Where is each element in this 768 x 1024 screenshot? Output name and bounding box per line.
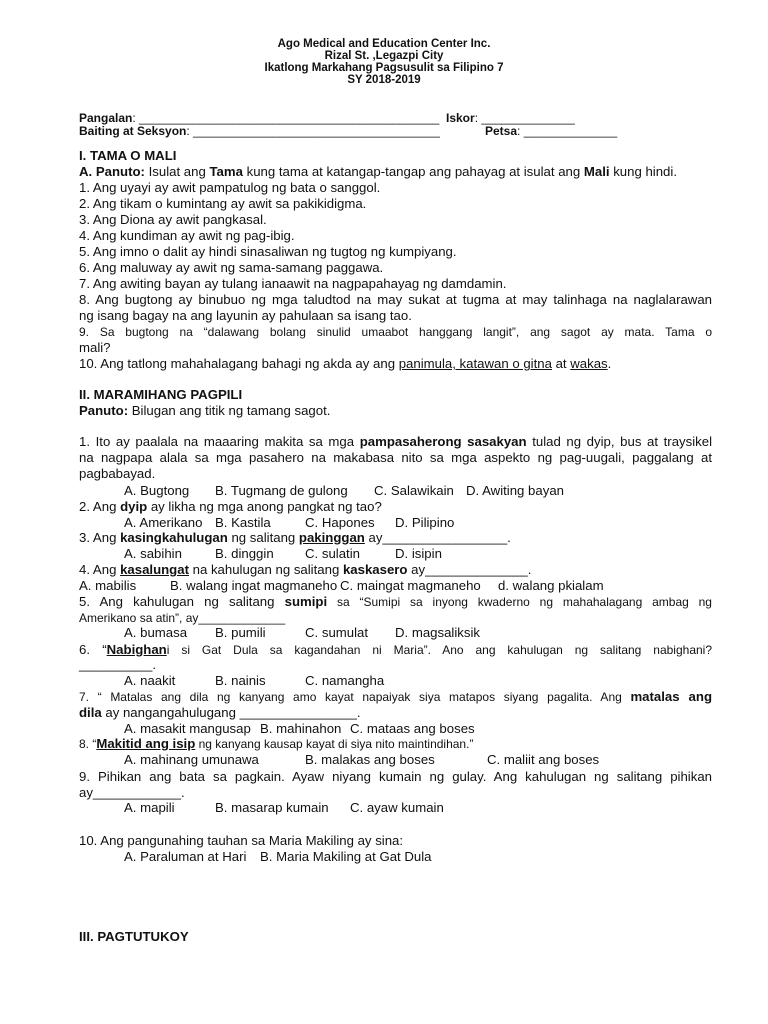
mc-q9-option-a[interactable]: A. mapili [124,800,175,815]
iskor-label: Iskor [446,111,475,125]
directions-text: Bilugan ang titik ng tamang sagot. [128,403,331,418]
baitang-label: Baiting at Seksyon [79,124,187,138]
mc-q5-keyword: sumipi [284,594,328,609]
mc-q2-option-c[interactable]: C. Hapones [305,515,375,530]
mc-q6-line-2: __________. [79,657,157,672]
mc-q2-option-b[interactable]: B. Kastila [215,515,271,530]
mc-q4-text: na kahulugan ng salitang [188,562,343,577]
mc-q8-text: ng kanyang kausap kayat di siya nito maintindihan.” [195,737,474,751]
petsa-row [485,123,617,139]
baitang-row [79,123,440,139]
section-1-title: I. TAMA O MALI [79,148,177,163]
mc-q7-text: ay nangangahulugang ________________. [101,705,361,720]
tf-item-8-line-1: 8. Ang bugtong ay binubuo ng mga taludtod na may sukat at tugma at may talinhaga na naglalarawan [79,292,712,307]
mc-q1-option-c[interactable]: C. Salawikain [374,483,454,498]
tf-item-10-underlined: panimula, katawan o gitna [398,356,552,371]
tf-item-4: 4. Ang kundiman ay awit ng pag-ibig. [79,228,295,243]
mc-q2-option-a[interactable]: A. Amerikano [124,515,203,530]
mc-q4-option-c[interactable]: C. maingat magmaneho [340,578,481,593]
directions-label: Panuto: [79,403,129,418]
mc-q8-option-b[interactable]: B. malakas ang boses [305,752,435,767]
mc-q5-option-b[interactable]: B. pumili [215,625,266,640]
tf-item-10-text: . [607,356,612,371]
mc-q1-option-b[interactable]: B. Tugmang de gulong [215,483,348,498]
mc-q7-text: 7. “ Matalas ang dila ng kanyang amo kayat napaiyak siya matapos siyang pagalita. Ang [79,690,631,704]
mc-q3-text: 3. Ang [79,530,121,545]
tf-item-3: 3. Ang Diona ay awit pangkasal. [79,212,267,227]
mc-q6-line-1 [79,642,712,658]
baitang-blank[interactable]: : _____________________________________ [186,124,440,138]
mc-q4-option-b[interactable]: B. walang ingat magmaneho [170,578,338,593]
mc-q8-option-a[interactable]: A. mahinang umunawa [124,752,259,767]
mc-q6-keyword-underlined: Nabighan [106,642,167,657]
mc-q2-text: 2. Ang [79,499,121,514]
mc-q1-line-2: na nagpapa alala sa mga pasahero na makabasa nito sa mga aspekto ng pag-uugali, paggalang at [79,450,712,465]
mc-q6-text: 6. “ [79,642,107,657]
tf-item-2: 2. Ang tikam o kumintang ay awit sa pakikidigma. [79,196,367,211]
directions-tama: Tama [209,164,243,179]
mc-q2-text: ay likha ng mga anong pangkat ng tao? [147,499,382,514]
tf-item-10-text: at [551,356,571,371]
mc-q7-option-c[interactable]: C. mataas ang boses [350,721,475,736]
petsa-blank[interactable]: : ______________ [517,124,618,138]
mc-q6-option-c[interactable]: C. namangha [305,673,385,688]
mc-q6-text: i si Gat Dula sa kagandahan ni Maria”. Ano ang kahulugan ng salitang nabighani? [166,643,713,657]
tf-item-1: 1. Ang uyayi ay awit pampatulog ng bata o sanggol. [79,180,381,195]
mc-q3 [79,530,511,546]
directions-mali: Mali [583,164,610,179]
mc-q5-text: 5. Ang kahulugan ng salitang [79,594,285,609]
mc-q3-keyword-underlined: pakinggan [298,530,365,545]
tf-item-5: 5. Ang imno o dalit ay hindi sinasaliwan ng tugtog ng kumpiyang. [79,244,457,259]
pangalan-blank[interactable]: : _____________________________________________ [132,111,440,125]
mc-q8-keyword-underlined: Makitid ang isip [96,736,196,751]
mc-q6-option-b[interactable]: B. nainis [215,673,266,688]
mc-q4-option-d[interactable]: d. walang pkialam [498,578,604,593]
mc-q4-text: 4. Ang [79,562,121,577]
mc-q8-text: 8. “ [79,737,97,751]
directions-text: Isulat ang [144,164,210,179]
tf-item-7: 7. Ang awiting bayan ay tulang ianaawit na nagpapahayag ng damdamin. [79,276,507,291]
mc-q4-keyword-underlined: kasalungat [120,562,189,577]
mc-q2-option-d[interactable]: D. Pilipino [395,515,455,530]
mc-q4-text: ay______________. [407,562,532,577]
section-1-directions [79,164,677,180]
mc-q1-text: 1. Ito ay paalala na maaaring makita sa mga [79,434,360,449]
mc-q5-line-2: Amerikano sa atin”, ay_____________ [79,611,286,625]
mc-q8-option-c[interactable]: C. maliit ang boses [487,752,600,767]
mc-q9-option-b[interactable]: B. masarap kumain [215,800,329,815]
mc-q4-option-a[interactable]: A. mabilis [79,578,137,593]
tf-item-6: 6. Ang maluway ay awit ng sama-samang paggawa. [79,260,384,275]
section-3-title: III. PAGTUTUKOY [79,929,189,944]
section-2-directions [79,403,330,419]
tf-item-8-line-2: ng isang bagay na ang layunin ay pahulaan sa isang tao. [79,308,412,323]
mc-q3-option-c[interactable]: C. sulatin [305,546,360,561]
mc-q8 [79,736,473,752]
iskor-blank[interactable]: : ______________ [474,111,575,125]
mc-q9-option-c[interactable]: C. ayaw kumain [350,800,444,815]
mc-q5-option-a[interactable]: A. bumasa [124,625,188,640]
directions-text: kung hindi. [609,164,677,179]
mc-q1-text: tulad ng dyip, bus at traysikel [526,434,712,449]
tf-item-9-line-1: 9. Sa bugtong na “dalawang bolang sinulid umaabot hanggang langit”, ang sagot ay mata. Tama o [79,325,712,339]
mc-q2-keyword: dyip [120,499,148,514]
mc-q4-keyword: kaskasero [342,562,408,577]
mc-q10: 10. Ang pangunahing tauhan sa Maria Makiling ay sina: [79,833,404,848]
exam-title: Ikatlong Markahang Pagsusulit sa Filipino 7 [264,62,504,74]
mc-q5-text: sa “Sumipi sa inyong kwaderno ng mahahalagang ambag ng [327,595,712,609]
mc-q9-line-1: 9. Pihikan ang bata sa pagkain. Ayaw niyang kumain ng gulay. Ang kahulugan ng salitang pihikan [79,769,712,784]
petsa-label: Petsa [485,124,518,138]
mc-q1-line-1 [79,434,712,450]
mc-q1-keyword: pampasaherong sasakyan [359,434,527,449]
mc-q7-line-2 [79,705,361,721]
mc-q3-keyword: kasingkahulugan [120,530,228,545]
mc-q1-line-3: pagbabayad. [79,466,156,481]
directions-label: A. Panuto: [79,164,145,179]
mc-q3-option-d[interactable]: D. isipin [395,546,442,561]
tf-item-10-underlined: wakas [570,356,608,371]
mc-q7-option-a[interactable]: A. masakit mangusap [124,721,251,736]
mc-q10-option-b[interactable]: B. Maria Makiling at Gat Dula [260,849,432,864]
mc-q3-option-b[interactable]: B. dinggin [215,546,274,561]
school-address: Rizal St. ,Legazpi City [324,50,444,62]
mc-q2 [79,499,382,515]
pangalan-label: Pangalan [79,111,133,125]
mc-q7-option-b[interactable]: B. mahinahon [260,721,342,736]
tf-item-9-line-2: mali? [79,340,111,355]
mc-q9-line-2: ay____________. [79,785,185,800]
mc-q4 [79,562,531,578]
directions-text: kung tama at katangap-tangap ang pahayag at isulat ang [242,164,584,179]
mc-q7-keyword: dila [79,705,102,720]
mc-q3-text: ay_________________. [364,530,511,545]
mc-q10-option-a[interactable]: A. Paraluman at Hari [124,849,247,864]
mc-q3-option-a[interactable]: A. sabihin [124,546,182,561]
tf-item-10 [79,356,611,372]
school-name: Ago Medical and Education Center Inc. [277,38,491,50]
mc-q7-line-1 [79,689,712,705]
mc-q6-option-a[interactable]: A. naakit [124,673,176,688]
mc-q5-option-d[interactable]: D. magsaliksik [395,625,481,640]
mc-q5-line-1 [79,594,712,610]
mc-q1-option-d[interactable]: D. Awiting bayan [466,483,564,498]
mc-q1-option-a[interactable]: A. Bugtong [124,483,190,498]
school-year: SY 2018-2019 [347,74,421,86]
section-2-title: II. MARAMIHANG PAGPILI [79,387,243,402]
mc-q5-option-c[interactable]: C. sumulat [305,625,369,640]
mc-q3-text: ng salitang [227,530,299,545]
tf-item-10-text: 10. Ang tatlong mahahalagang bahagi ng akda ay ang [79,356,399,371]
mc-q7-keyword: matalas ang [630,689,713,704]
